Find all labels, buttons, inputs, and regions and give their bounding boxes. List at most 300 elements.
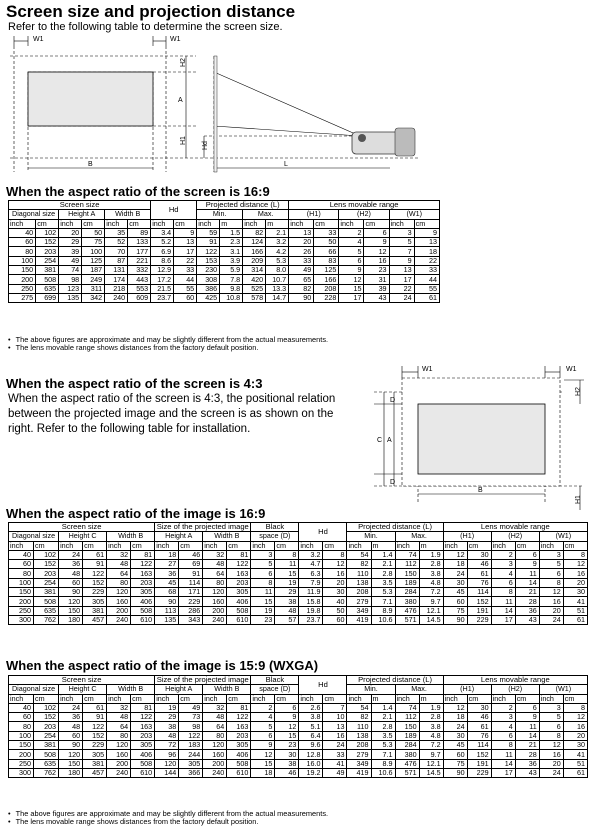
table-cell: 80 xyxy=(107,578,131,587)
table-cell: 120 xyxy=(203,741,227,750)
table-cell: 24 xyxy=(539,615,563,624)
table-cell: 110 xyxy=(347,569,371,578)
table-cell: 406 xyxy=(131,750,155,759)
unit-cell: inch xyxy=(395,541,419,550)
table-cell: 10.6 xyxy=(371,768,395,777)
table-cell: 27 xyxy=(155,560,179,569)
table-cell: 200 xyxy=(203,606,227,615)
table-cell: 73 xyxy=(179,713,203,722)
table-cell: 229 xyxy=(83,588,107,597)
table-cell: 1.9 xyxy=(419,703,443,712)
table-cell: 64 xyxy=(203,569,227,578)
unit-cell: cm xyxy=(36,219,59,228)
table-cell: 38 xyxy=(155,722,179,731)
table-cell: 150 xyxy=(395,722,419,731)
table-cell: 150 xyxy=(9,266,36,275)
table-cell: 183 xyxy=(179,741,203,750)
table-cell: 314 xyxy=(243,266,266,275)
table-row xyxy=(9,731,588,740)
table-cell: 200 xyxy=(9,750,34,759)
unit-cell: cm xyxy=(563,694,587,703)
table-cell: 380 xyxy=(395,750,419,759)
image-169-table xyxy=(8,522,588,625)
table-cell: 342 xyxy=(82,293,105,302)
table-cell: 3.8 xyxy=(299,713,323,722)
table-cell: 9.7 xyxy=(419,750,443,759)
table-cell: 6 xyxy=(491,731,515,740)
header-black: Black xyxy=(251,523,299,532)
table-cell: 20 xyxy=(563,731,587,740)
table-cell: 250 xyxy=(9,284,36,293)
table-cell: 123 xyxy=(59,284,82,293)
table-cell: 49 xyxy=(289,266,314,275)
table-cell: 29 xyxy=(59,238,82,247)
section-heading-169: When the aspect ratio of the screen is 16:9 xyxy=(6,184,270,199)
table-cell: 610 xyxy=(227,615,251,624)
table-cell: 44 xyxy=(174,275,197,284)
table-cell: 8 xyxy=(491,588,515,597)
table-cell: 59 xyxy=(197,228,220,237)
table-cell: 14.5 xyxy=(419,615,443,624)
table-cell: 1.9 xyxy=(419,550,443,559)
header-black: Black xyxy=(251,676,299,685)
table-cell: 5.3 xyxy=(371,741,395,750)
table-cell: 425 xyxy=(197,293,220,302)
table-cell: 349 xyxy=(347,606,371,615)
table-cell: 174 xyxy=(105,275,128,284)
table-cell: 61 xyxy=(467,722,491,731)
section-heading-image-169: When the aspect ratio of the image is 16:9 xyxy=(6,506,266,521)
table-cell: 12 xyxy=(443,550,467,559)
table-cell: 30 xyxy=(443,578,467,587)
table-cell: 254 xyxy=(34,578,59,587)
table-cell: 44 xyxy=(414,275,439,284)
table-cell: 381 xyxy=(34,588,59,597)
unit-cell: inch xyxy=(59,694,83,703)
table-cell: 7.9 xyxy=(299,578,323,587)
table-cell: 9 xyxy=(515,713,539,722)
table-cell: 16 xyxy=(323,569,347,578)
table-cell: 24 xyxy=(59,550,83,559)
table-cell: 9 xyxy=(275,713,299,722)
page-title: Screen size and projection distance xyxy=(6,2,296,21)
unit-cell: inch xyxy=(339,219,364,228)
unit-cell: inch xyxy=(107,694,131,703)
table-cell: 163 xyxy=(131,722,155,731)
table-cell: 2 xyxy=(251,703,275,712)
table-cell: 180 xyxy=(59,768,83,777)
table-cell: 24 xyxy=(539,768,563,777)
table-cell: 31 xyxy=(364,275,389,284)
table-cell: 60 xyxy=(323,615,347,624)
table-cell: 381 xyxy=(34,741,59,750)
table-cell: 114 xyxy=(467,588,491,597)
table-cell: 15 xyxy=(251,759,275,768)
table-cell: 50 xyxy=(323,606,347,615)
header-hd: Hd xyxy=(151,201,197,220)
table-cell: 100 xyxy=(82,247,105,256)
header-screen-size: Screen size xyxy=(9,201,151,210)
table-cell: 8.9 xyxy=(371,606,395,615)
table-row xyxy=(9,615,588,624)
table-cell: 91 xyxy=(179,569,203,578)
table-cell: 33 xyxy=(289,256,314,265)
table-cell: 19 xyxy=(275,578,299,587)
table-cell: 14.5 xyxy=(419,768,443,777)
table-cell: 8.0 xyxy=(266,266,289,275)
unit-cell: cm xyxy=(174,219,197,228)
table-cell: 54 xyxy=(347,550,371,559)
unit-cell: cm xyxy=(227,541,251,550)
table-cell: 16 xyxy=(364,256,389,265)
label-w1: W1 xyxy=(170,36,181,43)
section-43-paragraph: When the aspect ratio of the screen is 4:3, the positional relation between the projected image and the screen is as shown on the right. Refer to the following table for installation. xyxy=(8,393,336,435)
table-cell: 54 xyxy=(347,703,371,712)
table-cell: 508 xyxy=(36,275,59,284)
table-cell: 4.7 xyxy=(299,560,323,569)
table-cell: 60 xyxy=(443,750,467,759)
label-l: L xyxy=(284,161,288,168)
unit-cell: inch xyxy=(251,541,275,550)
table-cell: 41 xyxy=(563,597,587,606)
table-cell: 91 xyxy=(83,713,107,722)
table-cell: 476 xyxy=(395,759,419,768)
table-cell: 3.2 xyxy=(299,550,323,559)
table-cell: 64 xyxy=(203,722,227,731)
table-cell: 122 xyxy=(131,560,155,569)
table-cell: 406 xyxy=(227,750,251,759)
table-cell: 114 xyxy=(467,741,491,750)
table-cell: 46 xyxy=(179,550,203,559)
table-cell: 11 xyxy=(275,560,299,569)
table-cell: 20 xyxy=(59,228,82,237)
unit-cell: inch xyxy=(539,541,563,550)
table-cell: 52 xyxy=(105,238,128,247)
table-cell: 13 xyxy=(323,722,347,731)
table-cell: 18 xyxy=(155,550,179,559)
table-cell: 15 xyxy=(339,284,364,293)
table-cell: 75 xyxy=(82,238,105,247)
header-lens-range: Lens movable range xyxy=(289,201,440,210)
header-projected-distance: Projected distance (L) xyxy=(197,201,289,210)
table-cell: 55 xyxy=(414,284,439,293)
table-cell: 65 xyxy=(289,275,314,284)
table-cell: 635 xyxy=(34,606,59,615)
table-cell: 762 xyxy=(34,615,59,624)
table-cell: 21 xyxy=(515,588,539,597)
table-cell: 7.1 xyxy=(371,750,395,759)
table-cell: 5 xyxy=(251,560,275,569)
table-cell: 82 xyxy=(347,560,371,569)
unit-cell: m xyxy=(266,219,289,228)
table-cell: 43 xyxy=(515,768,539,777)
header-w1: (W1) xyxy=(389,210,439,219)
table-row xyxy=(9,256,440,265)
unit-cell: cm xyxy=(131,694,155,703)
table-cell: 4.8 xyxy=(419,578,443,587)
header-diagonal: Diagonal size xyxy=(9,532,59,541)
table-cell: 81 xyxy=(131,703,155,712)
table-cell: 60 xyxy=(59,578,83,587)
table-cell: 191 xyxy=(467,606,491,615)
table-cell: 9 xyxy=(251,741,275,750)
table-cell: 419 xyxy=(347,615,371,624)
table-cell: 406 xyxy=(131,597,155,606)
table-cell: 3.8 xyxy=(419,722,443,731)
note: • The above figures are approximate and may be slightly different from the actual measurements. xyxy=(8,336,328,344)
table-cell: 4 xyxy=(491,569,515,578)
header-height-a: Height A xyxy=(59,210,105,219)
table-cell: 12 xyxy=(275,722,299,731)
header-h1: (H1) xyxy=(289,210,339,219)
table-cell: 30 xyxy=(563,588,587,597)
header-h1: (H1) xyxy=(443,685,491,694)
unit-cell: inch xyxy=(9,694,34,703)
table-cell: 100 xyxy=(9,731,34,740)
table-cell: 2.8 xyxy=(371,569,395,578)
table-cell: 20 xyxy=(539,606,563,615)
table-cell: 13 xyxy=(414,238,439,247)
table-cell: 120 xyxy=(59,597,83,606)
table-cell: 150 xyxy=(395,569,419,578)
header-h2: (H2) xyxy=(339,210,389,219)
table-cell: 33 xyxy=(314,228,339,237)
table-cell: 14 xyxy=(491,606,515,615)
table-cell: 250 xyxy=(9,759,34,768)
table-cell: 2.3 xyxy=(220,238,243,247)
table-cell: 6.3 xyxy=(299,569,323,578)
table-cell: 6 xyxy=(539,722,563,731)
table-cell: 2 xyxy=(491,703,515,712)
table-cell: 3.5 xyxy=(371,578,395,587)
table-cell: 38 xyxy=(275,759,299,768)
table-cell: 49 xyxy=(59,256,82,265)
table-cell: 29 xyxy=(275,588,299,597)
table-cell: 131 xyxy=(105,266,128,275)
table-cell: 8.6 xyxy=(151,256,174,265)
table-cell: 218 xyxy=(105,284,128,293)
unit-cell: cm xyxy=(323,694,347,703)
unit-cell: inch xyxy=(347,541,371,550)
table-cell: 2.1 xyxy=(371,560,395,569)
unit-cell: cm xyxy=(227,694,251,703)
table-cell: 12 xyxy=(539,588,563,597)
table-cell: 51 xyxy=(563,606,587,615)
table-cell: 113 xyxy=(155,606,179,615)
table-cell: 60 xyxy=(174,293,197,302)
table-cell: 254 xyxy=(34,731,59,740)
table-cell: 11 xyxy=(491,597,515,606)
table-cell: 300 xyxy=(9,768,34,777)
table-cell: 60 xyxy=(443,597,467,606)
table-cell: 3 xyxy=(539,550,563,559)
table-cell: 133 xyxy=(128,238,151,247)
projection-diagram xyxy=(0,32,440,182)
table-cell: 3 xyxy=(491,713,515,722)
table-cell: 9.7 xyxy=(419,597,443,606)
table-cell: 305 xyxy=(179,759,203,768)
table-cell: 41 xyxy=(563,750,587,759)
table-cell: 366 xyxy=(179,768,203,777)
table-cell: 9 xyxy=(389,256,414,265)
table-cell: 381 xyxy=(83,759,107,768)
table-cell: 6 xyxy=(515,550,539,559)
table-row xyxy=(9,266,440,275)
table-cell: 153 xyxy=(197,256,220,265)
table-row xyxy=(9,750,588,759)
unit-cell: cm xyxy=(467,694,491,703)
table-cell: 36 xyxy=(155,569,179,578)
table-cell: 279 xyxy=(347,597,371,606)
header-diagonal: Diagonal size xyxy=(9,685,59,694)
table-row xyxy=(9,569,588,578)
table-cell: 12.9 xyxy=(151,266,174,275)
image-159-table xyxy=(8,675,588,778)
table-cell: 55 xyxy=(174,284,197,293)
table-row xyxy=(9,228,440,237)
table-cell: 144 xyxy=(155,768,179,777)
table-cell: 275 xyxy=(9,293,36,302)
note: • The lens movable range shows distances from the factory default position. xyxy=(8,818,328,826)
unit-cell: cm xyxy=(83,541,107,550)
table-cell: 74 xyxy=(395,550,419,559)
table-row xyxy=(9,713,588,722)
table-row xyxy=(9,606,588,615)
table-cell: 3.1 xyxy=(220,247,243,256)
note: • The above figures are approximate and may be slightly different from the actual measurements. xyxy=(8,810,328,818)
table-cell: 8 xyxy=(491,741,515,750)
unit-cell: cm xyxy=(82,219,105,228)
table-cell: 14.7 xyxy=(266,293,289,302)
table-cell: 23 xyxy=(251,615,275,624)
table-cell: 286 xyxy=(179,606,203,615)
unit-cell: inch xyxy=(197,219,220,228)
table-cell: 284 xyxy=(395,741,419,750)
table-cell: 32 xyxy=(203,550,227,559)
label-a: A xyxy=(178,97,183,104)
table-cell: 19.8 xyxy=(299,606,323,615)
table-cell: 189 xyxy=(395,731,419,740)
unit-cell: inch xyxy=(9,541,34,550)
table-cell: 2.1 xyxy=(266,228,289,237)
table-cell: 33 xyxy=(174,266,197,275)
table-cell: 279 xyxy=(347,750,371,759)
table-cell: 122 xyxy=(227,713,251,722)
table-cell: 249 xyxy=(82,275,105,284)
table-cell: 240 xyxy=(107,615,131,624)
table-cell: 114 xyxy=(179,578,203,587)
header-min: Min. xyxy=(347,685,395,694)
table-cell: 21 xyxy=(515,741,539,750)
table-cell: 39 xyxy=(59,247,82,256)
table-cell: 61 xyxy=(414,293,439,302)
table-cell: 90 xyxy=(289,293,314,302)
label-hd: Hd xyxy=(202,141,209,150)
table-cell: 14 xyxy=(515,731,539,740)
header-h2: (H2) xyxy=(491,685,539,694)
unit-cell: m xyxy=(371,541,395,550)
table-cell: 48 xyxy=(275,606,299,615)
header-w1: (W1) xyxy=(539,532,587,541)
table-cell: 17 xyxy=(491,768,515,777)
unit-cell: inch xyxy=(289,219,314,228)
unit-cell: cm xyxy=(34,694,59,703)
table-cell: 635 xyxy=(36,284,59,293)
table-cell: 5 xyxy=(539,713,563,722)
table-cell: 240 xyxy=(105,293,128,302)
table-cell: 39 xyxy=(364,284,389,293)
table-cell: 21.5 xyxy=(151,284,174,293)
table-cell: 163 xyxy=(227,569,251,578)
table-cell: 82 xyxy=(289,284,314,293)
table-cell: 284 xyxy=(395,588,419,597)
table-cell: 187 xyxy=(82,266,105,275)
table-cell: 23.7 xyxy=(151,293,174,302)
table-cell: 349 xyxy=(347,759,371,768)
table-cell: 50 xyxy=(314,238,339,247)
table-cell: 60 xyxy=(9,713,34,722)
table-cell: 61 xyxy=(467,569,491,578)
table-cell: 2 xyxy=(339,228,364,237)
table-cell: 125 xyxy=(314,266,339,275)
table-cell: 120 xyxy=(155,759,179,768)
table-cell: 635 xyxy=(34,759,59,768)
table-row xyxy=(9,768,588,777)
table-cell: 112 xyxy=(395,713,419,722)
table-cell: 343 xyxy=(179,615,203,624)
label-w1: W1 xyxy=(422,366,433,373)
table-cell: 191 xyxy=(467,759,491,768)
table-cell: 443 xyxy=(128,275,151,284)
table-cell: 96 xyxy=(155,750,179,759)
table-cell: 64 xyxy=(107,722,131,731)
table-cell: 81 xyxy=(227,550,251,559)
table-cell: 2.8 xyxy=(419,713,443,722)
table-cell: 60 xyxy=(9,238,36,247)
table-cell: 43 xyxy=(364,293,389,302)
table-cell: 5.3 xyxy=(266,256,289,265)
table-cell: 152 xyxy=(467,597,491,606)
table-cell: 29 xyxy=(155,713,179,722)
table-cell: 17 xyxy=(389,275,414,284)
table-cell: 124 xyxy=(243,238,266,247)
table-cell: 6 xyxy=(251,569,275,578)
table-cell: 221 xyxy=(128,256,151,265)
label-h1: H1 xyxy=(180,136,187,145)
table-cell: 90 xyxy=(155,597,179,606)
table-cell: 90 xyxy=(59,588,83,597)
table-cell: 45 xyxy=(443,588,467,597)
table-cell: 75 xyxy=(443,759,467,768)
table-cell: 89 xyxy=(128,228,151,237)
unit-cell: cm xyxy=(275,694,299,703)
table-cell: 19.2 xyxy=(299,768,323,777)
table-cell: 20 xyxy=(289,238,314,247)
table-cell: 189 xyxy=(395,578,419,587)
table-row xyxy=(9,722,588,731)
table-cell: 48 xyxy=(203,560,227,569)
table-cell: 40 xyxy=(9,550,34,559)
table-cell: 48 xyxy=(155,731,179,740)
table-cell: 120 xyxy=(107,741,131,750)
table-cell: 8 xyxy=(563,703,587,712)
table-cell: 69 xyxy=(179,560,203,569)
table-cell: 332 xyxy=(128,266,151,275)
table-row xyxy=(9,703,588,712)
table-cell: 160 xyxy=(203,750,227,759)
table-cell: 200 xyxy=(9,597,34,606)
label-h1: H1 xyxy=(575,495,582,504)
